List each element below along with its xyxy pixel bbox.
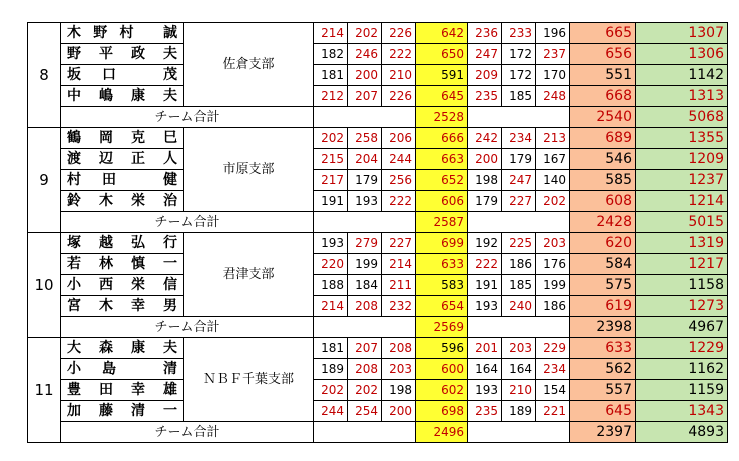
game-score: 240 — [502, 296, 536, 317]
game-score: 208 — [348, 296, 382, 317]
game-score: 202 — [348, 380, 382, 401]
game-score: 186 — [502, 254, 536, 275]
game-score: 164 — [468, 359, 502, 380]
player-name — [61, 296, 184, 317]
team-number: 10 — [28, 233, 61, 338]
game-score: 189 — [502, 401, 536, 422]
player-name — [61, 359, 184, 380]
three-game-subtotal: 596 — [416, 338, 468, 359]
three-game-subtotal: 602 — [416, 380, 468, 401]
second-set-subtotal: 665 — [570, 23, 636, 44]
empty-cell — [314, 422, 416, 443]
game-score: 198 — [382, 380, 416, 401]
empty-cell — [314, 317, 416, 338]
empty-cell — [468, 317, 570, 338]
team-total-label: チーム合計 — [61, 107, 314, 128]
player-name-text: 豊田幸雄 — [67, 381, 177, 398]
table-row — [28, 401, 728, 422]
game-score: 208 — [348, 359, 382, 380]
six-game-total: 1159 — [636, 380, 728, 401]
team-grand-total: 4893 — [636, 422, 728, 443]
second-set-subtotal: 562 — [570, 359, 636, 380]
game-score: 244 — [314, 401, 348, 422]
empty-cell — [468, 107, 570, 128]
player-name-text: 木野村 誠 — [67, 24, 177, 41]
game-score: 181 — [314, 65, 348, 86]
six-game-total: 1229 — [636, 338, 728, 359]
player-name-text: 若林慎一 — [67, 255, 177, 272]
player-name-text: 大森康夫 — [67, 339, 177, 356]
player-name-text: 小島 清 — [67, 360, 177, 377]
game-score: 184 — [348, 275, 382, 296]
three-game-subtotal: 642 — [416, 23, 468, 44]
player-name — [61, 254, 184, 275]
player-name-text: 鈴木栄治 — [67, 192, 177, 209]
team-second-subtotal: 2428 — [570, 212, 636, 233]
player-name — [61, 380, 184, 401]
game-score: 232 — [382, 296, 416, 317]
game-score: 193 — [348, 191, 382, 212]
game-score: 227 — [502, 191, 536, 212]
table-row — [28, 296, 728, 317]
game-score: 185 — [502, 86, 536, 107]
team-subtotal: 2569 — [416, 317, 468, 338]
empty-cell — [468, 212, 570, 233]
table-row — [28, 233, 728, 254]
player-name — [61, 86, 184, 107]
empty-cell — [314, 107, 416, 128]
six-game-total: 1158 — [636, 275, 728, 296]
player-name — [61, 23, 184, 44]
second-set-subtotal: 619 — [570, 296, 636, 317]
game-score: 208 — [382, 338, 416, 359]
team-number: 11 — [28, 338, 61, 443]
game-score: 207 — [348, 86, 382, 107]
player-name — [61, 401, 184, 422]
team-subtotal: 2587 — [416, 212, 468, 233]
player-name-text: 鶴岡克巳 — [67, 129, 177, 146]
game-score: 229 — [536, 338, 570, 359]
team-total-label: チーム合計 — [61, 317, 314, 338]
game-score: 222 — [382, 191, 416, 212]
game-score: 192 — [468, 233, 502, 254]
game-score: 242 — [468, 128, 502, 149]
team-total-row — [28, 317, 728, 338]
team-subtotal: 2528 — [416, 107, 468, 128]
six-game-total: 1209 — [636, 149, 728, 170]
game-score: 181 — [314, 338, 348, 359]
game-score: 234 — [502, 128, 536, 149]
game-score: 188 — [314, 275, 348, 296]
game-score: 226 — [382, 23, 416, 44]
game-score: 256 — [382, 170, 416, 191]
game-score: 179 — [348, 170, 382, 191]
second-set-subtotal: 546 — [570, 149, 636, 170]
game-score: 196 — [536, 23, 570, 44]
six-game-total: 1273 — [636, 296, 728, 317]
game-score: 226 — [382, 86, 416, 107]
game-score: 154 — [536, 380, 570, 401]
player-name-text: 小西栄信 — [67, 276, 177, 293]
three-game-subtotal: 606 — [416, 191, 468, 212]
game-score: 237 — [536, 44, 570, 65]
game-score: 217 — [314, 170, 348, 191]
six-game-total: 1162 — [636, 359, 728, 380]
game-score: 203 — [502, 338, 536, 359]
second-set-subtotal: 668 — [570, 86, 636, 107]
game-score: 191 — [468, 275, 502, 296]
game-score: 222 — [382, 44, 416, 65]
three-game-subtotal: 699 — [416, 233, 468, 254]
game-score: 221 — [536, 401, 570, 422]
team-subtotal: 2496 — [416, 422, 468, 443]
player-name — [61, 128, 184, 149]
branch-name: ＮＢＦ千葉支部 — [184, 338, 314, 422]
game-score: 140 — [536, 170, 570, 191]
table-row — [28, 338, 728, 359]
game-score: 235 — [468, 86, 502, 107]
team-second-subtotal: 2398 — [570, 317, 636, 338]
player-name-text: 野平政夫 — [67, 45, 177, 62]
game-score: 209 — [468, 65, 502, 86]
table-row — [28, 65, 728, 86]
six-game-total: 1313 — [636, 86, 728, 107]
team-number: 8 — [28, 23, 61, 128]
three-game-subtotal: 633 — [416, 254, 468, 275]
table-row — [28, 359, 728, 380]
game-score: 233 — [502, 23, 536, 44]
game-score: 179 — [468, 191, 502, 212]
three-game-subtotal: 591 — [416, 65, 468, 86]
game-score: 212 — [314, 86, 348, 107]
game-score: 179 — [502, 149, 536, 170]
team-total-row — [28, 212, 728, 233]
game-score: 202 — [348, 23, 382, 44]
team-total-label: チーム合計 — [61, 422, 314, 443]
three-game-subtotal: 652 — [416, 170, 468, 191]
three-game-subtotal: 663 — [416, 149, 468, 170]
game-score: 227 — [382, 233, 416, 254]
table-row — [28, 191, 728, 212]
game-score: 211 — [382, 275, 416, 296]
game-score: 248 — [536, 86, 570, 107]
six-game-total: 1214 — [636, 191, 728, 212]
six-game-total: 1306 — [636, 44, 728, 65]
six-game-total: 1355 — [636, 128, 728, 149]
game-score: 182 — [314, 44, 348, 65]
game-score: 172 — [502, 44, 536, 65]
game-score: 199 — [348, 254, 382, 275]
player-name — [61, 275, 184, 296]
player-name — [61, 65, 184, 86]
six-game-total: 1319 — [636, 233, 728, 254]
team-grand-total: 5015 — [636, 212, 728, 233]
player-name-text: 中嶋康夫 — [67, 87, 177, 104]
second-set-subtotal: 575 — [570, 275, 636, 296]
game-score: 235 — [468, 401, 502, 422]
game-score: 220 — [314, 254, 348, 275]
second-set-subtotal: 656 — [570, 44, 636, 65]
game-score: 200 — [468, 149, 502, 170]
team-grand-total: 5068 — [636, 107, 728, 128]
three-game-subtotal: 600 — [416, 359, 468, 380]
six-game-total: 1237 — [636, 170, 728, 191]
game-score: 258 — [348, 128, 382, 149]
table-row — [28, 254, 728, 275]
second-set-subtotal: 689 — [570, 128, 636, 149]
second-set-subtotal: 645 — [570, 401, 636, 422]
game-score: 222 — [468, 254, 502, 275]
game-score: 202 — [314, 128, 348, 149]
table-row — [28, 128, 728, 149]
empty-cell — [468, 422, 570, 443]
team-second-subtotal: 2397 — [570, 422, 636, 443]
score-table — [27, 22, 728, 443]
game-score: 246 — [348, 44, 382, 65]
player-name-text: 村田 健 — [67, 171, 177, 188]
three-game-subtotal: 645 — [416, 86, 468, 107]
player-name-text: 渡辺正人 — [67, 150, 177, 167]
table-row — [28, 275, 728, 296]
team-total-row — [28, 107, 728, 128]
game-score: 193 — [468, 380, 502, 401]
player-name-text: 宮木幸男 — [67, 297, 177, 314]
game-score: 185 — [502, 275, 536, 296]
game-score: 213 — [536, 128, 570, 149]
game-score: 193 — [468, 296, 502, 317]
game-score: 210 — [382, 65, 416, 86]
player-name-text: 加藤清一 — [67, 402, 177, 419]
branch-name: 佐倉支部 — [184, 23, 314, 107]
second-set-subtotal: 633 — [570, 338, 636, 359]
player-name — [61, 338, 184, 359]
game-score: 200 — [348, 65, 382, 86]
second-set-subtotal: 620 — [570, 233, 636, 254]
player-name — [61, 44, 184, 65]
game-score: 215 — [314, 149, 348, 170]
game-score: 199 — [536, 275, 570, 296]
game-score: 186 — [536, 296, 570, 317]
game-score: 176 — [536, 254, 570, 275]
second-set-subtotal: 551 — [570, 65, 636, 86]
player-name-text: 坂口 茂 — [67, 66, 177, 83]
three-game-subtotal: 698 — [416, 401, 468, 422]
three-game-subtotal: 650 — [416, 44, 468, 65]
game-score: 214 — [314, 23, 348, 44]
game-score: 198 — [468, 170, 502, 191]
table-row — [28, 149, 728, 170]
team-grand-total: 4967 — [636, 317, 728, 338]
game-score: 172 — [502, 65, 536, 86]
game-score: 170 — [536, 65, 570, 86]
game-score: 254 — [348, 401, 382, 422]
game-score: 167 — [536, 149, 570, 170]
game-score: 236 — [468, 23, 502, 44]
second-set-subtotal: 608 — [570, 191, 636, 212]
second-set-subtotal: 557 — [570, 380, 636, 401]
game-score: 203 — [536, 233, 570, 254]
table-row — [28, 44, 728, 65]
second-set-subtotal: 585 — [570, 170, 636, 191]
game-score: 210 — [502, 380, 536, 401]
table-row — [28, 23, 728, 44]
game-score: 214 — [382, 254, 416, 275]
game-score: 193 — [314, 233, 348, 254]
team-second-subtotal: 2540 — [570, 107, 636, 128]
three-game-subtotal: 583 — [416, 275, 468, 296]
three-game-subtotal: 666 — [416, 128, 468, 149]
game-score: 244 — [382, 149, 416, 170]
game-score: 207 — [348, 338, 382, 359]
empty-cell — [314, 212, 416, 233]
game-score: 247 — [502, 170, 536, 191]
game-score: 200 — [382, 401, 416, 422]
score-table-body — [28, 23, 728, 443]
game-score: 202 — [536, 191, 570, 212]
game-score: 279 — [348, 233, 382, 254]
six-game-total: 1217 — [636, 254, 728, 275]
player-name — [61, 191, 184, 212]
team-total-row — [28, 422, 728, 443]
team-number: 9 — [28, 128, 61, 233]
branch-name: 君津支部 — [184, 233, 314, 317]
game-score: 189 — [314, 359, 348, 380]
game-score: 204 — [348, 149, 382, 170]
player-name — [61, 170, 184, 191]
three-game-subtotal: 654 — [416, 296, 468, 317]
player-name-text: 塚越弘行 — [67, 234, 177, 251]
six-game-total: 1142 — [636, 65, 728, 86]
team-total-label: チーム合計 — [61, 212, 314, 233]
game-score: 206 — [382, 128, 416, 149]
player-name — [61, 149, 184, 170]
player-name — [61, 233, 184, 254]
game-score: 214 — [314, 296, 348, 317]
game-score: 201 — [468, 338, 502, 359]
game-score: 234 — [536, 359, 570, 380]
game-score: 191 — [314, 191, 348, 212]
game-score: 164 — [502, 359, 536, 380]
game-score: 247 — [468, 44, 502, 65]
six-game-total: 1343 — [636, 401, 728, 422]
six-game-total: 1307 — [636, 23, 728, 44]
branch-name: 市原支部 — [184, 128, 314, 212]
game-score: 202 — [314, 380, 348, 401]
table-row — [28, 86, 728, 107]
table-row — [28, 170, 728, 191]
game-score: 203 — [382, 359, 416, 380]
game-score: 225 — [502, 233, 536, 254]
second-set-subtotal: 584 — [570, 254, 636, 275]
table-row — [28, 380, 728, 401]
